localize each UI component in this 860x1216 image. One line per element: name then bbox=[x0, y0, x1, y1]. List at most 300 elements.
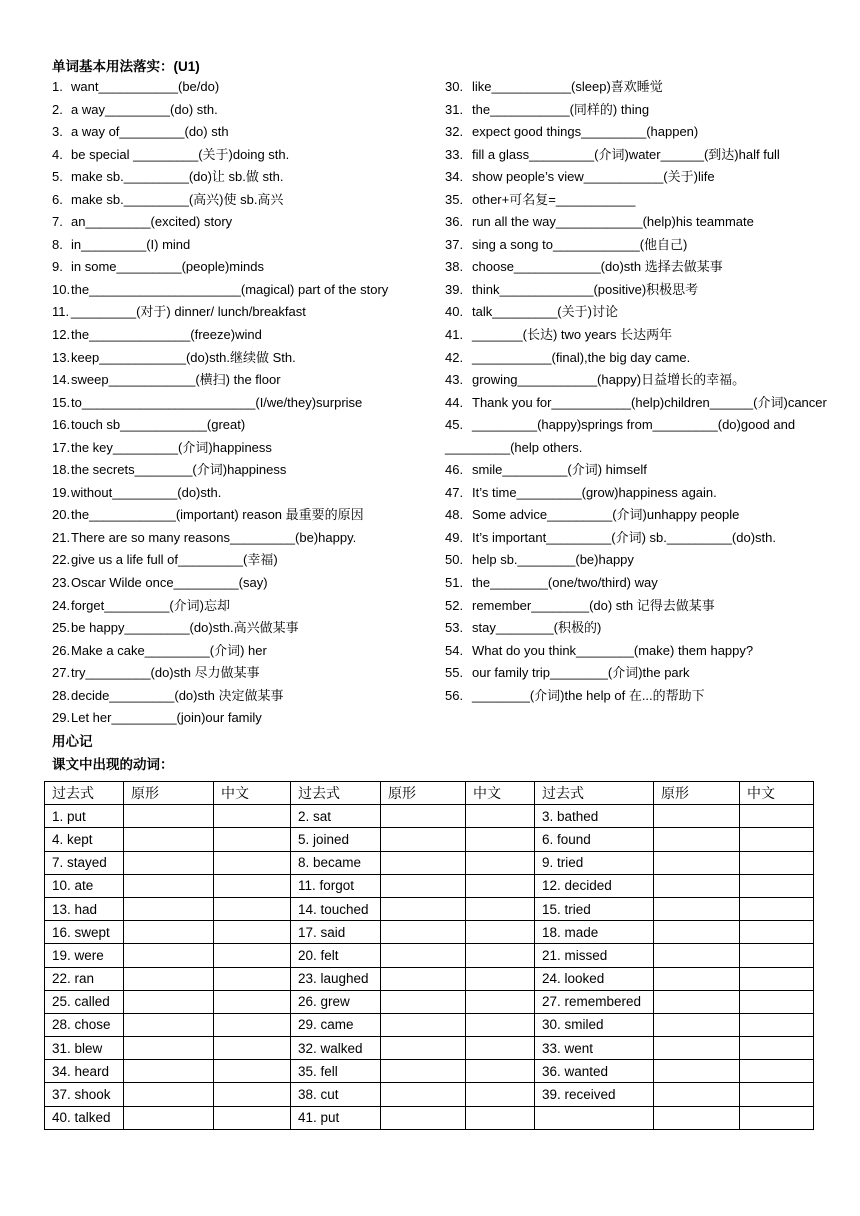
chinese-cell[interactable] bbox=[740, 1013, 814, 1036]
exercise-text: in_________(I) mind bbox=[71, 236, 191, 252]
chinese-cell[interactable] bbox=[214, 990, 291, 1013]
exercise-text: Make a cake_________(介词) her bbox=[71, 642, 267, 658]
past-tense-cell: 37. shook bbox=[45, 1083, 124, 1106]
exercise-text: keep____________(do)sth.继续做 Sth. bbox=[71, 349, 296, 365]
exercise-item bbox=[52, 527, 442, 550]
past-tense-cell: 33. went bbox=[535, 1037, 654, 1060]
exercise-number: 47. bbox=[445, 484, 464, 500]
past-tense-cell: 27. remembered bbox=[535, 990, 654, 1013]
exercise-number: 38. bbox=[445, 259, 464, 275]
exercise-number: 2. bbox=[52, 101, 63, 117]
exercise-item bbox=[445, 121, 840, 144]
exercise-text: without_________(do)sth. bbox=[71, 484, 222, 500]
table-row bbox=[45, 990, 814, 1013]
past-tense-cell: 14. touched bbox=[291, 897, 381, 920]
exercise-text: decide_________(do)sth 决定做某事 bbox=[71, 687, 284, 703]
base-form-cell[interactable] bbox=[381, 921, 466, 944]
past-tense-cell: 23. laughed bbox=[291, 967, 381, 990]
exercise-text: choose____________(do)sth 选择去做某事 bbox=[472, 259, 723, 275]
exercise-text: talk_________(关于)讨论 bbox=[472, 304, 618, 320]
past-tense-cell: 34. heard bbox=[45, 1060, 124, 1083]
exercise-text: What do you think________(make) them happy? bbox=[472, 642, 754, 658]
base-form-cell[interactable] bbox=[124, 897, 214, 920]
base-form-cell[interactable] bbox=[654, 1060, 740, 1083]
base-form-cell[interactable] bbox=[124, 921, 214, 944]
table-header-cell: 过去式 bbox=[291, 782, 381, 805]
past-tense-cell: 21. missed bbox=[535, 944, 654, 967]
exercise-item bbox=[52, 482, 442, 505]
exercise-number: 30. bbox=[445, 79, 464, 94]
past-tense-cell: 32. walked bbox=[291, 1037, 381, 1060]
exercise-number: 39. bbox=[445, 281, 464, 297]
base-form-cell[interactable] bbox=[124, 990, 214, 1013]
past-tense-cell: 22. ran bbox=[45, 967, 124, 990]
base-form-cell[interactable] bbox=[124, 851, 214, 874]
exercise-item bbox=[445, 640, 840, 663]
chinese-cell[interactable] bbox=[466, 1106, 535, 1129]
base-form-cell[interactable] bbox=[654, 990, 740, 1013]
exercise-text: Thank you for___________(help)children______(介词)cancer bbox=[472, 394, 827, 410]
chinese-cell[interactable] bbox=[740, 1060, 814, 1083]
chinese-cell[interactable] bbox=[740, 944, 814, 967]
table-row bbox=[45, 897, 814, 920]
exercise-text: help sb.________(be)happy bbox=[472, 552, 634, 568]
past-tense-cell: 6. found bbox=[535, 828, 654, 851]
exercise-item bbox=[445, 166, 840, 189]
past-tense-cell: 9. tried bbox=[535, 851, 654, 874]
section-title-memorize: 用心记 bbox=[52, 734, 93, 749]
exercise-number: 7. bbox=[52, 214, 63, 230]
exercise-text: _______(长达) two years 长达两年 bbox=[472, 327, 673, 343]
table-header-cell: 过去式 bbox=[45, 782, 124, 805]
table-row bbox=[45, 874, 814, 897]
exercise-number: 9. bbox=[52, 259, 63, 275]
right-exercise-column bbox=[445, 76, 840, 707]
exercise-number: 1. bbox=[52, 79, 63, 94]
exercise-text: sing a song to____________(他自己) bbox=[472, 236, 688, 252]
past-tense-cell: 38. cut bbox=[291, 1083, 381, 1106]
exercise-text: the____________(important) reason 最重要的原因 bbox=[71, 507, 364, 523]
exercise-item bbox=[445, 549, 840, 572]
table-row bbox=[45, 1083, 814, 1106]
exercise-item bbox=[52, 662, 442, 685]
exercise-item bbox=[52, 459, 442, 482]
exercise-number: 12. bbox=[52, 327, 71, 343]
exercise-text: Let her_________(join)our family bbox=[71, 710, 262, 726]
base-form-cell[interactable] bbox=[381, 944, 466, 967]
exercise-item bbox=[445, 414, 840, 459]
exercise-item bbox=[52, 166, 442, 189]
exercise-item bbox=[445, 256, 840, 279]
exercise-item bbox=[445, 347, 840, 370]
exercise-item bbox=[52, 369, 442, 392]
past-tense-cell: 10. ate bbox=[45, 874, 124, 897]
chinese-cell[interactable] bbox=[740, 897, 814, 920]
exercise-text: the secrets________(介词)happiness bbox=[71, 462, 287, 478]
exercise-item bbox=[52, 234, 442, 257]
exercise-text: growing___________(happy)日益增长的幸福。 bbox=[472, 372, 746, 388]
past-tense-cell: 8. became bbox=[291, 851, 381, 874]
chinese-cell[interactable] bbox=[214, 1037, 291, 1060]
table-row bbox=[45, 828, 814, 851]
exercise-text: There are so many reasons_________(be)happy. bbox=[71, 529, 357, 545]
exercise-number: 27. bbox=[52, 665, 71, 681]
exercise-text: forget_________(介词)忘却 bbox=[71, 597, 230, 613]
chinese-cell[interactable] bbox=[466, 1083, 535, 1106]
exercise-text: be special _________(关于)doing sth. bbox=[71, 146, 290, 162]
table-header-cell: 中文 bbox=[466, 782, 535, 805]
exercise-number: 23. bbox=[52, 575, 71, 591]
exercise-number: 5. bbox=[52, 169, 63, 185]
exercise-item bbox=[445, 662, 840, 685]
chinese-cell[interactable] bbox=[740, 1106, 814, 1129]
exercise-text: the________(one/two/third) way bbox=[472, 575, 658, 591]
exercise-text: Oscar Wilde once_________(say) bbox=[71, 575, 268, 591]
exercise-number: 15. bbox=[52, 394, 71, 410]
exercise-item bbox=[52, 504, 442, 527]
chinese-cell[interactable] bbox=[740, 921, 814, 944]
exercise-number: 29. bbox=[52, 710, 71, 726]
chinese-cell[interactable] bbox=[740, 1083, 814, 1106]
exercise-text: ___________(final),the big day came. bbox=[472, 349, 691, 365]
base-form-cell[interactable] bbox=[124, 1106, 214, 1129]
base-form-cell[interactable] bbox=[124, 967, 214, 990]
exercise-number: 31. bbox=[445, 101, 464, 117]
base-form-cell[interactable] bbox=[654, 921, 740, 944]
base-form-cell[interactable] bbox=[381, 805, 466, 828]
chinese-cell[interactable] bbox=[466, 828, 535, 851]
exercise-number: 55. bbox=[445, 665, 464, 681]
left-exercise-column bbox=[52, 76, 442, 730]
table-row bbox=[45, 921, 814, 944]
base-form-cell[interactable] bbox=[654, 1013, 740, 1036]
exercise-number: 11. bbox=[52, 304, 70, 320]
table-row bbox=[45, 1106, 814, 1129]
base-form-cell[interactable] bbox=[381, 967, 466, 990]
table-header-cell: 中文 bbox=[214, 782, 291, 805]
exercise-item bbox=[445, 369, 840, 392]
exercise-text: want___________(be/do) bbox=[71, 79, 220, 94]
chinese-cell[interactable] bbox=[214, 1083, 291, 1106]
exercise-item bbox=[445, 572, 840, 595]
exercise-number: 13. bbox=[52, 349, 71, 365]
exercise-text: other+可名复=___________ bbox=[472, 191, 636, 207]
exercise-item bbox=[445, 99, 840, 122]
base-form-cell[interactable] bbox=[124, 805, 214, 828]
exercise-number: 43. bbox=[445, 372, 464, 388]
verb-table bbox=[44, 781, 814, 1130]
exercise-number: 26. bbox=[52, 642, 71, 658]
exercise-item bbox=[445, 504, 840, 527]
exercise-text: stay________(积极的) bbox=[472, 620, 602, 636]
base-form-cell[interactable] bbox=[381, 874, 466, 897]
exercise-number: 19. bbox=[52, 484, 71, 500]
exercise-number: 17. bbox=[52, 439, 71, 455]
base-form-cell[interactable] bbox=[381, 1106, 466, 1129]
exercise-number: 41. bbox=[445, 327, 464, 343]
past-tense-cell: 3. bathed bbox=[535, 805, 654, 828]
exercise-number: 34. bbox=[445, 169, 464, 185]
exercise-item bbox=[52, 76, 442, 99]
chinese-cell[interactable] bbox=[214, 1106, 291, 1129]
exercise-number: 20. bbox=[52, 507, 71, 523]
exercise-number: 21. bbox=[52, 529, 71, 545]
chinese-cell[interactable] bbox=[466, 990, 535, 1013]
exercise-item bbox=[52, 121, 442, 144]
base-form-cell[interactable] bbox=[381, 1013, 466, 1036]
table-row bbox=[45, 851, 814, 874]
past-tense-cell: 40. talked bbox=[45, 1106, 124, 1129]
exercise-item bbox=[445, 685, 840, 708]
exercise-item bbox=[52, 324, 442, 347]
chinese-cell[interactable] bbox=[214, 897, 291, 920]
chinese-cell[interactable] bbox=[740, 805, 814, 828]
past-tense-cell: 41. put bbox=[291, 1106, 381, 1129]
exercise-number: 4. bbox=[52, 146, 63, 162]
base-form-cell[interactable] bbox=[381, 828, 466, 851]
exercise-number: 35. bbox=[445, 191, 464, 207]
chinese-cell[interactable] bbox=[466, 851, 535, 874]
chinese-cell[interactable] bbox=[740, 828, 814, 851]
exercise-number: 54. bbox=[445, 642, 464, 658]
exercise-number: 42. bbox=[445, 349, 464, 365]
exercise-number: 50. bbox=[445, 552, 464, 568]
chinese-cell[interactable] bbox=[466, 921, 535, 944]
exercise-number: 44. bbox=[445, 394, 464, 410]
exercise-text: show people’s view___________(关于)life bbox=[472, 169, 715, 185]
base-form-cell[interactable] bbox=[654, 944, 740, 967]
exercise-text: Some advice_________(介词)unhappy people bbox=[472, 507, 740, 523]
exercise-text: a way_________(do) sth. bbox=[71, 101, 218, 117]
exercise-number: 25. bbox=[52, 620, 71, 636]
chinese-cell[interactable] bbox=[214, 921, 291, 944]
exercise-number: 3. bbox=[52, 124, 63, 140]
past-tense-cell: 29. came bbox=[291, 1013, 381, 1036]
base-form-cell[interactable] bbox=[381, 897, 466, 920]
exercise-number: 40. bbox=[445, 304, 464, 320]
chinese-cell[interactable] bbox=[740, 990, 814, 1013]
past-tense-cell: 2. sat bbox=[291, 805, 381, 828]
past-tense-cell: 11. forgot bbox=[291, 874, 381, 897]
exercise-number: 56. bbox=[445, 687, 464, 703]
base-form-cell[interactable] bbox=[654, 805, 740, 828]
base-form-cell[interactable] bbox=[654, 1037, 740, 1060]
base-form-cell[interactable] bbox=[654, 1106, 740, 1129]
chinese-cell[interactable] bbox=[466, 1013, 535, 1036]
exercise-number: 32. bbox=[445, 124, 464, 140]
exercise-item bbox=[445, 617, 840, 640]
past-tense-cell: 25. called bbox=[45, 990, 124, 1013]
exercise-text: It’s time_________(grow)happiness again. bbox=[472, 484, 717, 500]
exercise-item bbox=[52, 347, 442, 370]
base-form-cell[interactable] bbox=[654, 874, 740, 897]
exercise-text: to________________________(I/we/they)surprise bbox=[71, 394, 363, 410]
exercise-item bbox=[445, 234, 840, 257]
exercise-item bbox=[52, 256, 442, 279]
exercise-item bbox=[445, 144, 840, 167]
exercise-item bbox=[52, 617, 442, 640]
exercise-number: 22. bbox=[52, 552, 71, 568]
table-row bbox=[45, 1013, 814, 1036]
past-tense-cell: 35. fell bbox=[291, 1060, 381, 1083]
worksheet-title: 单词基本用法落实：(U1) bbox=[52, 59, 200, 74]
exercise-item bbox=[445, 392, 840, 415]
table-row bbox=[45, 805, 814, 828]
chinese-cell[interactable] bbox=[214, 828, 291, 851]
base-form-cell[interactable] bbox=[654, 897, 740, 920]
table-header-cell: 过去式 bbox=[535, 782, 654, 805]
past-tense-cell: 31. blew bbox=[45, 1037, 124, 1060]
base-form-cell[interactable] bbox=[654, 851, 740, 874]
base-form-cell[interactable] bbox=[124, 828, 214, 851]
exercise-item bbox=[52, 437, 442, 460]
exercise-item bbox=[445, 301, 840, 324]
exercise-text: try_________(do)sth 尽力做某事 bbox=[71, 665, 260, 681]
chinese-cell[interactable] bbox=[740, 967, 814, 990]
exercise-number: 49. bbox=[445, 529, 464, 545]
chinese-cell[interactable] bbox=[466, 805, 535, 828]
exercise-number: 33. bbox=[445, 146, 464, 162]
base-form-cell[interactable] bbox=[381, 990, 466, 1013]
exercise-item bbox=[445, 482, 840, 505]
chinese-cell[interactable] bbox=[466, 874, 535, 897]
base-form-cell[interactable] bbox=[124, 1013, 214, 1036]
exercise-text: _________(happy)springs from_________(do)good and _________(help others. bbox=[445, 417, 796, 455]
exercise-text: the___________(同样的) thing bbox=[472, 101, 650, 117]
chinese-cell[interactable] bbox=[214, 944, 291, 967]
chinese-cell[interactable] bbox=[466, 944, 535, 967]
exercise-item bbox=[52, 189, 442, 212]
exercise-number: 45. bbox=[445, 417, 464, 433]
chinese-cell[interactable] bbox=[466, 1060, 535, 1083]
exercise-item bbox=[445, 459, 840, 482]
exercise-item bbox=[445, 76, 840, 99]
table-header-cell: 原形 bbox=[381, 782, 466, 805]
past-tense-cell: 28. chose bbox=[45, 1013, 124, 1036]
exercise-number: 51. bbox=[445, 575, 464, 591]
exercise-item bbox=[52, 301, 442, 324]
past-tense-cell: 15. tried bbox=[535, 897, 654, 920]
exercise-item bbox=[52, 549, 442, 572]
chinese-cell[interactable] bbox=[466, 897, 535, 920]
exercise-item bbox=[445, 211, 840, 234]
past-tense-cell: 17. said bbox=[291, 921, 381, 944]
chinese-cell[interactable] bbox=[214, 1060, 291, 1083]
chinese-cell[interactable] bbox=[214, 805, 291, 828]
exercise-text: be happy_________(do)sth.高兴做某事 bbox=[71, 620, 299, 636]
base-form-cell[interactable] bbox=[381, 1060, 466, 1083]
base-form-cell[interactable] bbox=[124, 874, 214, 897]
exercise-text: run all the way____________(help)his teammate bbox=[472, 214, 754, 230]
base-form-cell[interactable] bbox=[654, 828, 740, 851]
exercise-text: make sb._________(高兴)使 sb.高兴 bbox=[71, 191, 284, 207]
exercise-item bbox=[52, 707, 442, 730]
exercise-item bbox=[52, 572, 442, 595]
past-tense-cell: 20. felt bbox=[291, 944, 381, 967]
exercise-text: give us a life full of_________(幸福) bbox=[71, 552, 278, 568]
exercise-text: ________(介词)the help of 在...的帮助下 bbox=[472, 687, 705, 703]
exercise-text: think_____________(positive)积极思考 bbox=[472, 281, 699, 297]
base-form-cell[interactable] bbox=[124, 1060, 214, 1083]
exercise-item bbox=[52, 279, 442, 302]
past-tense-cell: 12. decided bbox=[535, 874, 654, 897]
table-header-cell: 原形 bbox=[124, 782, 214, 805]
exercise-text: It’s important_________(介词) sb._________(do)sth. bbox=[472, 529, 777, 545]
exercise-item bbox=[445, 324, 840, 347]
exercise-item bbox=[445, 279, 840, 302]
exercise-text: sweep____________(横扫) the floor bbox=[71, 372, 281, 388]
section-title-verbs: 课文中出现的动词： bbox=[52, 757, 174, 772]
exercise-number: 48. bbox=[445, 507, 464, 523]
exercise-item bbox=[52, 685, 442, 708]
exercise-text: a way of_________(do) sth bbox=[71, 124, 229, 140]
table-header-row bbox=[45, 782, 814, 805]
table-row bbox=[45, 967, 814, 990]
exercise-text: the_____________________(magical) part of the story bbox=[71, 281, 389, 297]
past-tense-cell: 5. joined bbox=[291, 828, 381, 851]
exercise-text: an_________(excited) story bbox=[71, 214, 233, 230]
exercise-number: 10. bbox=[52, 281, 71, 297]
past-tense-cell: 24. looked bbox=[535, 967, 654, 990]
exercise-item bbox=[52, 144, 442, 167]
exercise-text: touch sb____________(great) bbox=[71, 417, 246, 433]
exercise-text: smile_________(介词) himself bbox=[472, 462, 647, 478]
exercise-number: 53. bbox=[445, 620, 464, 636]
exercise-item bbox=[445, 527, 840, 550]
table-row bbox=[45, 944, 814, 967]
past-tense-cell: 4. kept bbox=[45, 828, 124, 851]
exercise-text: like___________(sleep)喜欢睡觉 bbox=[472, 79, 663, 94]
exercise-item bbox=[52, 640, 442, 663]
chinese-cell[interactable] bbox=[740, 1037, 814, 1060]
exercise-number: 28. bbox=[52, 687, 71, 703]
past-tense-cell: 39. received bbox=[535, 1083, 654, 1106]
past-tense-cell: 26. grew bbox=[291, 990, 381, 1013]
past-tense-cell: 13. had bbox=[45, 897, 124, 920]
chinese-cell[interactable] bbox=[214, 851, 291, 874]
exercise-number: 37. bbox=[445, 236, 464, 252]
chinese-cell[interactable] bbox=[740, 874, 814, 897]
chinese-cell[interactable] bbox=[740, 851, 814, 874]
chinese-cell[interactable] bbox=[466, 967, 535, 990]
exercise-number: 24. bbox=[52, 597, 71, 613]
chinese-cell[interactable] bbox=[214, 1013, 291, 1036]
base-form-cell[interactable] bbox=[124, 1037, 214, 1060]
chinese-cell[interactable] bbox=[214, 967, 291, 990]
exercise-text: make sb._________(do)让 sb.做 sth. bbox=[71, 169, 284, 185]
chinese-cell[interactable] bbox=[214, 874, 291, 897]
chinese-cell[interactable] bbox=[466, 1037, 535, 1060]
base-form-cell[interactable] bbox=[124, 944, 214, 967]
base-form-cell[interactable] bbox=[381, 1083, 466, 1106]
past-tense-cell: 36. wanted bbox=[535, 1060, 654, 1083]
base-form-cell[interactable] bbox=[381, 851, 466, 874]
base-form-cell[interactable] bbox=[654, 1083, 740, 1106]
exercise-text: in some_________(people)minds bbox=[71, 259, 264, 275]
base-form-cell[interactable] bbox=[654, 967, 740, 990]
exercise-text: the______________(freeze)wind bbox=[71, 327, 262, 343]
exercise-number: 14. bbox=[52, 372, 71, 388]
base-form-cell[interactable] bbox=[381, 1037, 466, 1060]
past-tense-cell: 18. made bbox=[535, 921, 654, 944]
past-tense-cell: 16. swept bbox=[45, 921, 124, 944]
exercise-number: 36. bbox=[445, 214, 464, 230]
exercise-number: 16. bbox=[52, 417, 71, 433]
base-form-cell[interactable] bbox=[124, 1083, 214, 1106]
exercise-number: 52. bbox=[445, 597, 464, 613]
exercise-item bbox=[52, 211, 442, 234]
past-tense-cell bbox=[535, 1106, 654, 1129]
